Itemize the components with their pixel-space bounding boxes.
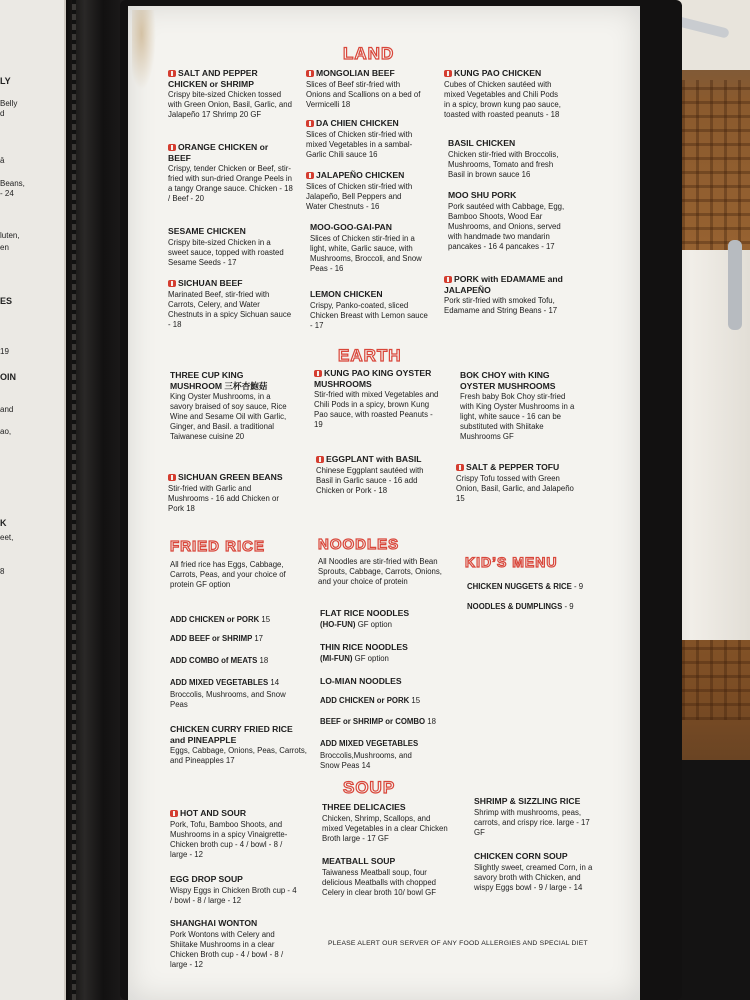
left-fragment: ao,: [0, 427, 12, 436]
fried-rice-veg-desc: Broccolis, Mushrooms, and Snow Peas: [170, 690, 286, 709]
item-description: Chicken, Shrimp, Scallops, and mixed Vegetables in a clear Chicken Broth large - 17 GF: [322, 813, 448, 843]
menu-item: [322, 802, 452, 844]
item-name: SALT & PEPPER TOFU: [466, 462, 560, 472]
section-title-earth: EARTH: [338, 346, 402, 365]
fried-rice-option: ADD MIXED VEGETABLES 14: [170, 678, 280, 687]
spicy-icon: [168, 474, 176, 481]
left-fragment: en: [0, 243, 9, 252]
binder-stitching: [72, 0, 76, 1000]
menu-item: [306, 170, 424, 212]
item-name: EGG DROP SOUP: [170, 874, 243, 884]
menu-item: [316, 454, 436, 496]
item-name: MONGOLIAN BEEF: [316, 68, 395, 78]
item-name: DA CHIEN CHICKEN: [316, 118, 399, 128]
item-name: CHICKEN CORN SOUP: [474, 851, 568, 861]
item-name: KUNG PAO CHICKEN: [454, 68, 542, 78]
left-fragment: ES: [0, 296, 13, 306]
menu-item: [444, 68, 566, 120]
item-description: Slightly sweet, creamed Corn, in a savory broth with Chicken, and wispy Eggs bowl - 9 / large - 14: [474, 862, 593, 892]
menu-item: [444, 274, 569, 316]
left-fragment: and: [0, 405, 14, 414]
section-title-soup: SOUP: [343, 778, 396, 797]
item-name: CHICKEN CURRY FRIED RICE and PINEAPPLE: [170, 724, 293, 745]
spicy-icon: [168, 280, 176, 287]
item-name: MOO SHU PORK: [448, 190, 517, 200]
left-fragment: LY: [0, 76, 11, 86]
spicy-icon: [306, 70, 314, 77]
item-description: Stir-fried with Garlic and Mushrooms - 16 add Chicken or Pork 18: [168, 483, 279, 513]
noodles-intro: All Noodles are stir-fried with Bean Sprouts, Cabbage, Carrots, Onions, and your choice of protein: [318, 557, 442, 586]
left-fragment: ā: [0, 156, 5, 165]
menu-item: [314, 368, 439, 430]
item-description: Pork sautéed with Cabbage, Egg, Bamboo Shoots, Wood Ear Mushrooms, and Onions, served with handmade two mandarin pancakes - 16 4 pancakes - 17: [448, 201, 565, 251]
item-description: Wispy Eggs in Chicken Broth cup - 4 / bowl - 8 / large - 12: [170, 885, 297, 905]
menu-item: [168, 226, 293, 268]
kids-item: NOODLES & DUMPLINGS - 9: [467, 602, 574, 611]
item-name: LEMON CHICKEN: [310, 289, 383, 299]
left-fragment: Belly: [0, 99, 18, 108]
item-name: SHANGHAI WONTON: [170, 918, 258, 928]
menu-item: [168, 68, 293, 120]
item-description: Crispy Tofu tossed with Green Onion, Basil, Garlic, and Jalapeño 15: [456, 473, 574, 503]
item-description: Eggs, Cabbage, Onions, Peas, Carrots, and Pineapples 17: [170, 746, 307, 765]
background-shadow: [670, 760, 750, 1000]
item-description: Crispy, Panko-coated, sliced Chicken Breast with Lemon sauce - 17: [310, 300, 428, 330]
menu-item: [170, 918, 300, 970]
item-description: Fresh baby Bok Choy stir-fried with King Oyster Mushrooms in a light, white sauce - 16 can be substituted with Shiitake Mushrooms GF: [460, 392, 575, 441]
menu-item: [168, 142, 293, 204]
section-title-fried-rice: FRIED RICE: [170, 538, 266, 555]
left-fragment: d: [0, 109, 5, 118]
item-name: MOO-GOO-GAI-PAN: [310, 222, 392, 232]
noodle-type: LO-MIAN NOODLES: [320, 676, 402, 686]
noodles-option: ADD MIXED VEGETABLES: [320, 739, 419, 748]
fried-rice-option: ADD CHICKEN or PORK 15: [170, 615, 271, 624]
item-description: Taiwaness Meatball soup, four delicious Meatballs with chopped Celery in clear broth 10/ bowl GF: [322, 867, 436, 897]
item-description: Chicken stir-fried with Broccolis, Mushrooms, Tomato and fresh Basil in brown sauce 16: [448, 149, 559, 179]
item-description: Slices of Chicken stir-fried in a light, white, Garlic sauce, with Mushrooms, Broccoli, and Snow Peas - 16: [310, 233, 422, 273]
menu-page: [128, 6, 640, 1000]
menu-item: [170, 808, 300, 860]
item-description: Chinese Eggplant sautéed with Basil in Garlic sauce - 16 add Chicken or Pork - 18: [316, 465, 424, 495]
noodle-type: FLAT RICE NOODLES (HO-FUN) GF option: [320, 608, 410, 629]
section-title-kids-menu: KID’S MENU: [465, 554, 558, 570]
item-description: Shrimp with mushrooms, peas, carrots, and crispy rice. large - 17 GF: [474, 807, 590, 837]
item-name: BOK CHOY with KING OYSTER MUSHROOMS: [460, 370, 556, 391]
spicy-icon: [444, 276, 452, 283]
kids-item: CHICKEN NUGGETS & RICE - 9: [467, 582, 584, 591]
item-description: Pork stir-fried with smoked Tofu, Edamame and String Beans - 17: [444, 296, 558, 315]
left-menu-page: [0, 0, 66, 1000]
spicy-icon: [168, 70, 176, 77]
item-description: Cubes of Chicken sautéed with mixed Vegetables and Chili Pods in a spicy, brown kung pao sauce, toasted with roasted peanuts - 18: [444, 79, 561, 119]
item-description: Crispy bite-sized Chicken in a sweet sauce, topped with roasted Sesame Seeds - 17: [168, 237, 284, 267]
knife: [728, 240, 742, 330]
menu-item: [474, 796, 602, 838]
page-stain: [132, 10, 156, 90]
menu-item: [306, 68, 424, 110]
menu-item: [460, 370, 578, 442]
section-title-noodles: NOODLES: [318, 536, 400, 553]
item-description: King Oyster Mushrooms, in a savory braised of soy sauce, Rice Wine and Sesame Oil with Garlic, Ginger, and Basil. a traditional Taiwanese cuisine 20: [170, 392, 287, 441]
item-description: Slices of Chicken stir-fried with mixed Vegetables in a sambal- Garlic Chili sauce 16: [306, 129, 413, 159]
spicy-icon: [314, 370, 322, 377]
menu-item: [456, 462, 576, 504]
item-name: SALT AND PEPPER CHICKEN or SHRIMP: [168, 68, 258, 89]
left-fragment: - 24: [0, 189, 14, 198]
item-name: ORANGE CHICKEN or BEEF: [168, 142, 269, 163]
left-fragment: K: [0, 518, 7, 528]
item-name: HOT AND SOUR: [180, 808, 247, 818]
item-name: SICHUAN GREEN BEANS: [178, 472, 283, 482]
noodle-type: THIN RICE NOODLES (MI-FUN) GF option: [320, 642, 408, 663]
menu-item: [474, 851, 602, 893]
menu-item: [306, 118, 424, 160]
item-name: BASIL CHICKEN: [448, 138, 516, 148]
left-fragment: eet,: [0, 533, 14, 542]
item-name: THREE DELICACIES: [322, 802, 406, 812]
noodles-option: BEEF or SHRIMP or COMBO 18: [320, 717, 436, 726]
item-description: Marinated Beef, stir-fried with Carrots, Celery, and Water Chestnuts in a spicy Sichuan sauce - 18: [168, 289, 292, 329]
fried-rice-option: ADD COMBO of MEATS 18: [170, 656, 269, 665]
left-fragment: 8: [0, 567, 5, 576]
item-description: Stir-fried with mixed Vegetables and Chili Pods in a spicy, brown Kung Pao sauce, with roasted Peanuts - 19: [314, 390, 439, 429]
spicy-icon: [170, 810, 178, 817]
menu-item: [168, 472, 293, 514]
item-name: EGGPLANT with BASIL: [326, 454, 422, 464]
spicy-icon: [168, 144, 176, 151]
left-fragment: OIN: [0, 372, 17, 382]
section-title-land: LAND: [343, 44, 395, 63]
item-name: SICHUAN BEEF: [178, 278, 243, 288]
item-description: Pork Wontons with Celery and Shiitake Mushrooms in a clear Chicken Broth cup - 4 / bowl - 8 / large - 12: [170, 929, 284, 969]
item-name: JALAPEÑO CHICKEN: [316, 170, 405, 180]
noodles-veg-desc: Broccolis,Mushrooms, and Snow Peas 14: [320, 751, 412, 770]
spicy-icon: [444, 70, 452, 77]
left-fragment: luten,: [0, 231, 20, 240]
spicy-icon: [306, 172, 314, 179]
item-name: SESAME CHICKEN: [168, 226, 246, 236]
item-name: SHRIMP & SIZZLING RICE: [474, 796, 581, 806]
left-fragment: Beans,: [0, 179, 25, 188]
item-name: MEATBALL SOUP: [322, 856, 396, 866]
menu-item: [170, 874, 300, 906]
item-name: KUNG PAO KING OYSTER MUSHROOMS: [314, 368, 432, 389]
menu-item: [310, 289, 428, 331]
item-name: THREE CUP KING MUSHROOM 三杯杏鮑菇: [170, 370, 268, 391]
noodles-option: ADD CHICKEN or PORK 15: [320, 696, 421, 705]
item-description: Crispy bite-sized Chicken tossed with Green Onion, Basil, Garlic, and Jalapeño 17 Shrimp 20 GF: [168, 90, 292, 119]
item-name: PORK with EDAMAME and JALAPEÑO: [444, 274, 563, 295]
menu-item: [310, 222, 428, 274]
menu-item: [448, 138, 568, 180]
item-description: Slices of Beef stir-fried with Onions and Scallions on a bed of Vermicelli 18: [306, 79, 421, 109]
spicy-icon: [456, 464, 464, 471]
item-description: Pork, Tofu, Bamboo Shoots, and Mushrooms in a spicy Vinaigrette-Chicken broth cup - 4 / bowl - 8 / large - 12: [170, 819, 288, 859]
menu-item: [448, 190, 568, 252]
menu-item: [170, 370, 295, 442]
menu-item: [170, 724, 310, 766]
fried-rice-intro: All fried rice has Eggs, Cabbage, Carrots, Peas, and your choice of protein GF option: [170, 560, 286, 589]
menu-item: [168, 278, 293, 330]
menu-item: [322, 856, 447, 898]
allergy-notice: PLEASE ALERT OUR SERVER OF ANY FOOD ALLERGIES AND SPECIAL DIET: [328, 940, 588, 947]
item-description: Slices of Chicken stir-fried with Jalapeño, Bell Peppers and Water Chestnuts - 16: [306, 181, 413, 211]
fried-rice-option: ADD BEEF or SHRIMP 17: [170, 634, 264, 643]
item-description: Crispy, tender Chicken or Beef, stir-fried with sun-dried Orange Peels in a tangy Orange sauce. Chicken - 18 / Beef - 20: [168, 164, 293, 203]
spicy-icon: [306, 120, 314, 127]
spicy-icon: [316, 456, 324, 463]
left-fragment: 19: [0, 347, 9, 356]
